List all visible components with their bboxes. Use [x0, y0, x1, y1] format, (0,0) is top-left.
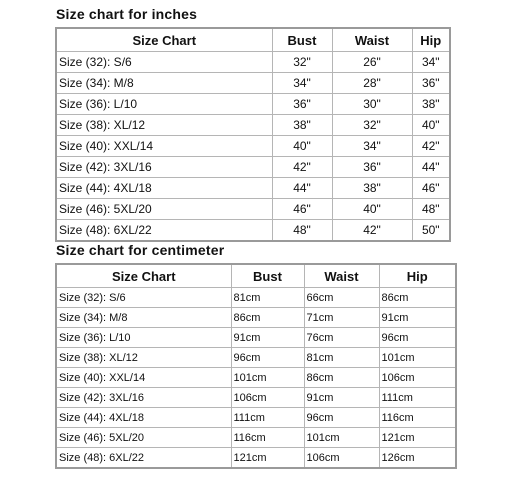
- waist-cell: 71cm: [304, 308, 379, 328]
- size-cell: Size (34): M/8: [56, 308, 231, 328]
- hip-cell: 50": [412, 220, 450, 242]
- table-row: [56, 408, 456, 428]
- hip-cell: 48": [412, 199, 450, 220]
- hip-cell: 86cm: [379, 288, 456, 308]
- waist-cell: 26": [332, 52, 412, 73]
- waist-cell: 28": [332, 73, 412, 94]
- bust-cell: 32": [272, 52, 332, 73]
- header-bust: Bust: [272, 28, 332, 52]
- header-bust: Bust: [231, 264, 304, 288]
- bust-cell: 106cm: [231, 388, 304, 408]
- bust-cell: 116cm: [231, 428, 304, 448]
- waist-cell: 106cm: [304, 448, 379, 469]
- centimeter-chart-title: Size chart for centimeter: [56, 242, 225, 258]
- waist-cell: 96cm: [304, 408, 379, 428]
- table-row: [56, 368, 456, 388]
- bust-cell: 44": [272, 178, 332, 199]
- size-cell: Size (48): 6XL/22: [56, 220, 272, 242]
- size-cell: Size (42): 3XL/16: [56, 388, 231, 408]
- waist-cell: 86cm: [304, 368, 379, 388]
- inches-chart-title: Size chart for inches: [56, 6, 198, 22]
- hip-cell: 34": [412, 52, 450, 73]
- waist-cell: 40": [332, 199, 412, 220]
- waist-cell: 81cm: [304, 348, 379, 368]
- table-row: [56, 428, 456, 448]
- table-row: [56, 115, 450, 136]
- hip-cell: 101cm: [379, 348, 456, 368]
- waist-cell: 66cm: [304, 288, 379, 308]
- hip-cell: 106cm: [379, 368, 456, 388]
- table-row: [56, 199, 450, 220]
- bust-cell: 34": [272, 73, 332, 94]
- size-cell: Size (40): XXL/14: [56, 136, 272, 157]
- inches-size-table: [55, 27, 451, 242]
- header-hip: Hip: [379, 264, 456, 288]
- waist-cell: 91cm: [304, 388, 379, 408]
- size-cell: Size (32): S/6: [56, 288, 231, 308]
- header-hip: Hip: [412, 28, 450, 52]
- bust-cell: 121cm: [231, 448, 304, 469]
- centimeter-size-table: [55, 263, 457, 469]
- size-cell: Size (38): XL/12: [56, 115, 272, 136]
- size-cell: Size (46): 5XL/20: [56, 199, 272, 220]
- table-row: [56, 328, 456, 348]
- hip-cell: 111cm: [379, 388, 456, 408]
- table-row: [56, 52, 450, 73]
- table-row: [56, 178, 450, 199]
- bust-cell: 96cm: [231, 348, 304, 368]
- table-header-row: [56, 264, 456, 288]
- size-cell: Size (44): 4XL/18: [56, 408, 231, 428]
- waist-cell: 36": [332, 157, 412, 178]
- waist-cell: 76cm: [304, 328, 379, 348]
- bust-cell: 36": [272, 94, 332, 115]
- hip-cell: 96cm: [379, 328, 456, 348]
- header-size-chart: Size Chart: [56, 28, 272, 52]
- size-cell: Size (36): L/10: [56, 328, 231, 348]
- table-row: [56, 288, 456, 308]
- bust-cell: 111cm: [231, 408, 304, 428]
- hip-cell: 46": [412, 178, 450, 199]
- waist-cell: 38": [332, 178, 412, 199]
- hip-cell: 116cm: [379, 408, 456, 428]
- table-row: [56, 73, 450, 94]
- table-row: [56, 136, 450, 157]
- header-waist: Waist: [304, 264, 379, 288]
- table-header-row: [56, 28, 450, 52]
- bust-cell: 40": [272, 136, 332, 157]
- hip-cell: 126cm: [379, 448, 456, 469]
- hip-cell: 121cm: [379, 428, 456, 448]
- size-cell: Size (44): 4XL/18: [56, 178, 272, 199]
- waist-cell: 30": [332, 94, 412, 115]
- size-cell: Size (38): XL/12: [56, 348, 231, 368]
- size-cell: Size (34): M/8: [56, 73, 272, 94]
- waist-cell: 101cm: [304, 428, 379, 448]
- hip-cell: 40": [412, 115, 450, 136]
- table-row: [56, 448, 456, 469]
- bust-cell: 38": [272, 115, 332, 136]
- hip-cell: 44": [412, 157, 450, 178]
- hip-cell: 91cm: [379, 308, 456, 328]
- size-cell: Size (36): L/10: [56, 94, 272, 115]
- bust-cell: 91cm: [231, 328, 304, 348]
- bust-cell: 86cm: [231, 308, 304, 328]
- bust-cell: 46": [272, 199, 332, 220]
- table-row: [56, 308, 456, 328]
- size-cell: Size (48): 6XL/22: [56, 448, 231, 469]
- bust-cell: 42": [272, 157, 332, 178]
- hip-cell: 42": [412, 136, 450, 157]
- hip-cell: 38": [412, 94, 450, 115]
- waist-cell: 42": [332, 220, 412, 242]
- bust-cell: 48": [272, 220, 332, 242]
- table-row: [56, 157, 450, 178]
- hip-cell: 36": [412, 73, 450, 94]
- table-row: [56, 94, 450, 115]
- header-waist: Waist: [332, 28, 412, 52]
- header-size-chart: Size Chart: [56, 264, 231, 288]
- bust-cell: 101cm: [231, 368, 304, 388]
- table-row: [56, 220, 450, 242]
- waist-cell: 32": [332, 115, 412, 136]
- size-cell: Size (46): 5XL/20: [56, 428, 231, 448]
- table-row: [56, 348, 456, 368]
- waist-cell: 34": [332, 136, 412, 157]
- table-row: [56, 388, 456, 408]
- size-cell: Size (42): 3XL/16: [56, 157, 272, 178]
- bust-cell: 81cm: [231, 288, 304, 308]
- size-cell: Size (40): XXL/14: [56, 368, 231, 388]
- size-cell: Size (32): S/6: [56, 52, 272, 73]
